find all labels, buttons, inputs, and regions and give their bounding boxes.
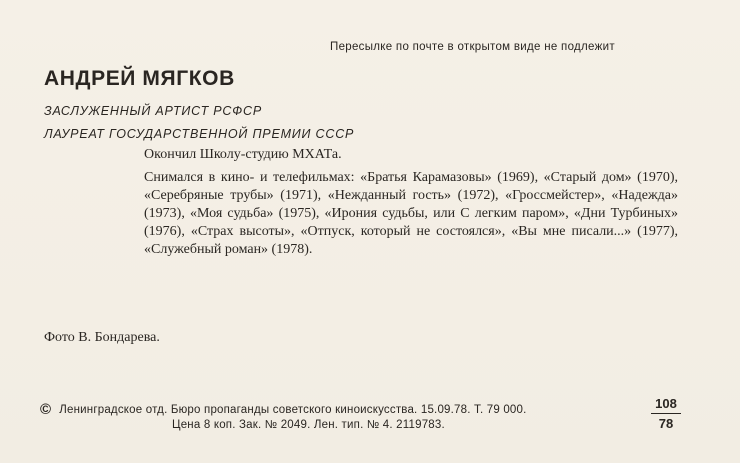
publisher-imprint <box>40 401 650 435</box>
fraction-numerator: 108 <box>651 396 681 414</box>
mail-notice: Пересылке по почте в открытом виде не подлежит <box>330 41 615 53</box>
honorary-title: ЗАСЛУЖЕННЫЙ АРТИСТ РСФСР <box>44 104 262 118</box>
imprint-line-1 <box>40 401 650 419</box>
imprint-publisher-text: Ленинградское отд. Бюро пропаганды советского киноискусства. 15.09.78. Т. 79 000. <box>59 404 527 416</box>
photo-credit: Фото В. Бондарева. <box>44 330 160 345</box>
education-text: Окончил Школу-студию МХАТа. <box>144 147 342 162</box>
catalog-fraction <box>651 396 681 431</box>
prize-title: ЛАУРЕАТ ГОСУДАРСТВЕННОЙ ПРЕМИИ СССР <box>44 127 355 141</box>
actor-name: АНДРЕЙ МЯГКОВ <box>44 67 235 90</box>
copyright-icon: © <box>40 401 52 418</box>
filmography-text: Снимался в кино- и телефильмах: «Братья Карамазовы» (1969), «Старый дом» (1970), «Серебряные трубы» (1971), «Нежданный гость» (1972), «Гроссмейстер», «Надежда» (1973), «Моя судьба» (1975), «Ирония судьбы, или С легким паром», «Дни Турбиных» (1976), «Страх высоты», «Отпуск, который не состоялся», «Вы мне писали...» (1977), «Служебный роман» (1978). <box>144 170 678 257</box>
biography <box>144 146 678 259</box>
fraction-denominator: 78 <box>658 416 674 431</box>
imprint-line-2: Цена 8 коп. Зак. № 2049. Лен. тип. № 4. 2119783. <box>172 419 445 431</box>
